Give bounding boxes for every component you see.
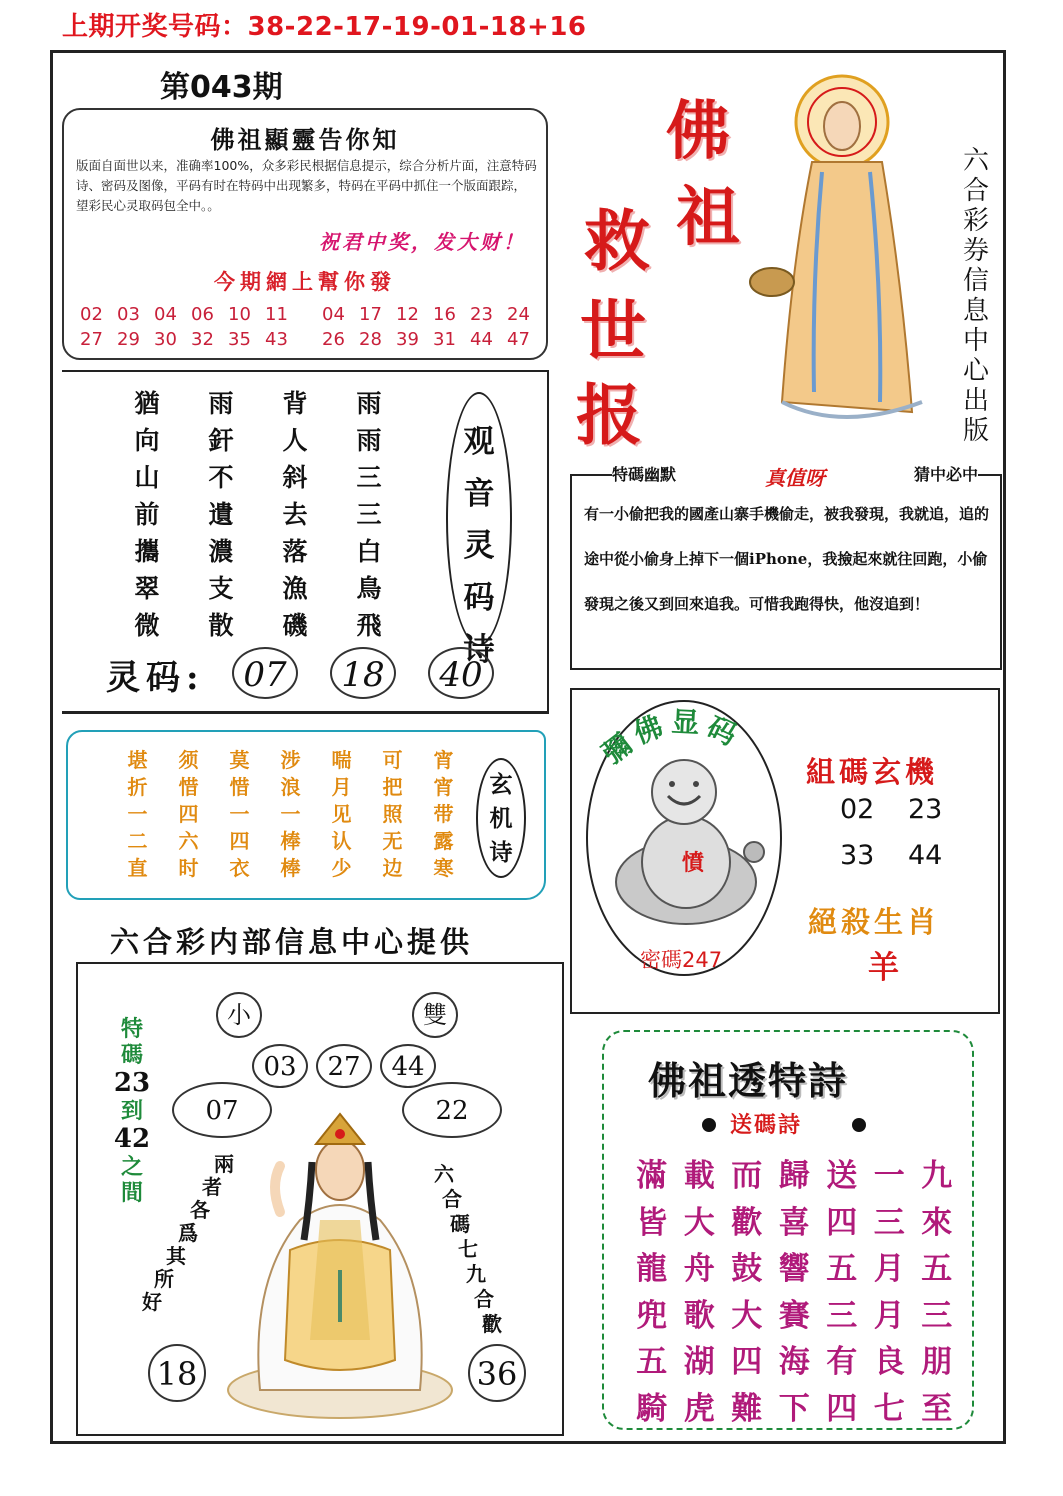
poem-char: 來 [921,1204,953,1241]
poem-char: 喜 [778,1204,810,1241]
poem-char: 騎 [636,1390,668,1427]
kill-zodiac-value: 羊 [868,950,899,986]
side-poem-char: 其 [166,1244,186,1268]
poem-char: 五 [636,1344,668,1380]
poem-char: 月 [331,775,352,799]
poem-char: 四 [229,829,250,853]
issue-number: 第043期 [160,70,283,105]
poem-char: 鼓 [731,1251,763,1287]
publisher-char: 版 [962,416,989,446]
poem-char: 賽 [778,1297,810,1334]
xuanji-poem-grid [112,744,469,879]
poem-char: 龍 [636,1251,668,1287]
poem-char: 下 [778,1390,810,1427]
poem-char: 七 [873,1390,905,1427]
side-poem-char: 合 [442,1187,462,1211]
poem-char: 一 [280,802,301,826]
poem-char: 向 [134,426,160,455]
previous-draw-numbers: 上期开奖号码：38-22-17-19-01-18+16 [62,12,587,42]
lucky-number: 16 [433,304,456,325]
poem-char: 滿 [636,1158,668,1194]
tema-char: 之 [120,1154,143,1180]
tema-char: 間 [120,1180,143,1206]
lucky-number: 39 [396,329,419,350]
group-numbers-title: 組碼玄機 [806,755,939,789]
notice-slogan: 祝君中奖，发大财！ [319,230,526,254]
xuanji-poem-label [478,768,524,870]
label-char: 观 [463,424,495,460]
masthead-char: 祖 [676,180,740,255]
poem-char: 少 [331,856,352,880]
poem-char: 攜 [134,537,160,566]
poem-char: 无 [382,829,403,853]
poem-char: 惜 [229,775,250,799]
lucky-number: 28 [359,329,382,350]
lucky-number: 44 [470,329,493,350]
poem-char: 釬 [208,426,234,455]
poem-char: 支 [208,574,234,603]
poem-char: 四 [826,1390,858,1427]
small-circle: 小 [216,992,262,1038]
poem-char: 翠 [134,574,160,603]
poem-char: 載 [683,1158,715,1194]
notice-box [62,108,548,360]
poem-char: 折 [127,775,148,799]
side-poem-char: 六 [434,1162,454,1186]
poem-char: 宵 [433,775,454,799]
poem-char: 猶 [134,389,160,418]
poem-char: 棒 [280,856,301,880]
poem-char: 大 [683,1204,715,1241]
poem-char: 时 [178,856,199,880]
tema-number: 03 [252,1044,308,1088]
lucky-number: 04 [322,304,345,325]
bullet-dot [852,1118,866,1132]
side-poem-char: 所 [154,1267,174,1291]
side-poem-char: 合 [474,1287,494,1311]
lucky-number: 17 [359,304,382,325]
label-char: 机 [489,805,513,832]
tema-char: 碼 [120,1042,143,1068]
masthead-char: 报 [576,376,642,454]
poem-char: 照 [382,802,403,826]
lucky-number: 47 [507,329,530,350]
poem-char: 白 [356,537,382,566]
poem-char: 二 [127,829,148,853]
poem-char: 涉 [280,748,301,772]
tema-number: 27 [316,1044,372,1088]
poem-char: 三 [873,1204,905,1241]
poem-char: 宵 [433,748,454,772]
poem-char: 直 [127,856,148,880]
poem-char: 海 [778,1344,810,1380]
buddha-password: 密碼247 [640,948,723,972]
side-poem-char: 歡 [482,1312,502,1336]
joke-label: 特碼幽默 [612,465,677,484]
buddha-belly-char: 憤 [682,850,705,876]
guanyin-poem-label [448,416,510,676]
lucky-number: 43 [265,329,288,350]
masthead-char: 救 [584,202,650,280]
poem-char: 山 [134,463,160,492]
poem-char: 四 [178,802,199,826]
side-poem-char: 各 [190,1198,210,1222]
lingma-number: 07 [232,647,298,699]
poem-char: 堪 [127,748,148,772]
poem-char: 鳥 [356,574,382,603]
poem-char: 人 [282,426,308,455]
lucky-number: 24 [507,304,530,325]
group-number: 02 [840,794,875,825]
poem-char: 四 [826,1204,858,1241]
masthead-char: 佛 [666,94,730,169]
tema-until: 42 [113,1124,151,1154]
group-number: 44 [908,840,943,871]
poem-char: 落 [282,537,308,566]
poem-char: 歌 [683,1297,715,1334]
fozu-poem-title: 佛祖透特詩 [648,1058,849,1103]
poem-char: 九 [921,1158,953,1194]
masthead-char: 世 [580,292,646,370]
notice-subtitle: 今期網上幫你發 [214,269,396,294]
poem-char: 见 [331,802,352,826]
label-char: 灵 [463,528,495,564]
poem-char: 至 [921,1390,953,1427]
lucky-number: 31 [433,329,456,350]
poem-char: 六 [178,829,199,853]
poem-char: 背 [282,389,308,418]
poem-char: 去 [282,500,308,529]
lingma-number: 40 [428,647,494,699]
poem-char: 莫 [229,748,250,772]
label-char: 诗 [463,632,495,668]
poem-char: 磯 [282,611,308,640]
poem-char: 難 [731,1390,763,1427]
publisher-char: 合 [962,176,989,206]
poem-char: 五 [826,1251,858,1287]
lucky-number: 02 [80,304,103,325]
poem-char: 四 [731,1344,763,1380]
joke-tag: 猜中必中 [913,465,978,484]
poem-char: 良 [873,1344,905,1380]
poem-char: 寒 [433,856,454,880]
label-char: 诗 [489,839,513,866]
poem-char: 月 [873,1251,905,1287]
poem-char: 雨 [208,389,234,418]
publisher-vertical [958,146,994,446]
provider-line: 六合彩内部信息中心提供 [110,925,474,959]
poem-char: 斜 [282,463,308,492]
poem-char: 喘 [331,748,352,772]
guanyin-figure [220,1100,460,1420]
poem-char: 朋 [921,1344,953,1380]
poem-char: 雨 [356,426,382,455]
side-poem-char: 兩 [214,1152,234,1176]
publisher-char: 六 [962,146,989,176]
poem-char: 漁 [282,574,308,603]
group-number: 33 [840,840,875,871]
publisher-char: 息 [962,296,989,326]
lucky-number: 27 [80,329,103,350]
publisher-char: 出 [962,386,989,416]
lucky-number: 03 [117,304,140,325]
publisher-char: 中 [962,326,989,356]
lingma-number: 18 [330,647,396,699]
poem-char: 可 [382,748,403,772]
lucky-number: 04 [154,304,177,325]
poem-char: 有 [826,1344,858,1380]
poem-char: 三 [356,463,382,492]
poem-char: 浪 [280,775,301,799]
poem-char: 前 [134,500,160,529]
tema-char: 特 [120,1016,143,1042]
poem-char: 三 [826,1297,858,1334]
poem-char: 虎 [683,1390,715,1427]
xuanji-poem-label-oval [476,758,526,878]
poem-char: 三 [356,500,382,529]
poem-char: 衣 [229,856,250,880]
side-poem-char: 爲 [178,1221,198,1245]
lucky-number: 06 [191,304,214,325]
svg-text:彌佛显码: 彌佛显码 [595,705,748,771]
lucky-number: 26 [322,329,345,350]
notice-body: 版面自面世以来，准确率100%，众多彩民根据信息提示，综合分析片面，注意特码诗、密码及图像，平码有时在特码中出现繁多，特码在平码中抓住一个版面跟踪，望彩民心灵取码包全中。。 [76,158,537,213]
guanyin-poem-grid [110,384,406,643]
poem-char: 湖 [683,1344,715,1380]
kill-zodiac-title: 絕殺生肖 [808,905,941,939]
side-poem-char: 者 [202,1175,222,1199]
tema-from: 23 [113,1068,151,1098]
poem-char: 一 [127,802,148,826]
laughing-buddha-figure [606,752,766,932]
lucky-number: 10 [228,304,251,325]
tema-number-oval: 22 [402,1082,502,1138]
lucky-number: 23 [470,304,493,325]
joke-title: 真值呀 [765,466,825,490]
group-numbers-grid [840,794,976,886]
lucky-number: 30 [154,329,177,350]
label-char: 音 [463,476,495,512]
poem-char: 一 [873,1158,905,1194]
joke-header [612,462,978,491]
poem-char: 歸 [778,1158,810,1194]
poem-char: 送 [826,1158,858,1194]
poem-char: 舟 [683,1251,715,1287]
tema-char: 到 [120,1098,143,1124]
poem-char: 皆 [636,1204,668,1241]
bullet-dot [702,1118,716,1132]
side-poem-char: 好 [142,1290,162,1314]
label-char: 玄 [489,771,513,798]
lucky-number: 29 [117,329,140,350]
poem-char: 惜 [178,775,199,799]
publisher-char: 券 [962,236,989,266]
poem-char: 不 [208,463,234,492]
tema-number-oval: 07 [172,1082,272,1138]
poem-char: 棒 [280,829,301,853]
poem-char: 五 [921,1251,953,1287]
joke-text: 有一小偷把我的國產山寨手機偷走，被我發現，我就追，追的途中從小偷身上掉下一個iPhone，我撿起來就往回跑，小偷發現之後又到回來追我。可惜我跑得快，他沒追到！ [584,505,990,613]
poem-char: 而 [731,1158,763,1194]
poem-char: 边 [382,856,403,880]
poem-char: 微 [134,611,160,640]
lucky-number: 11 [265,304,288,325]
numbers-right-grid [322,304,544,350]
poem-char: 濃 [208,537,234,566]
bodhisattva-figure [742,62,942,432]
poem-char: 一 [229,802,250,826]
tema-big-circle: 36 [468,1344,526,1402]
poem-char: 散 [208,611,234,640]
lucky-number: 32 [191,329,214,350]
lucky-number: 12 [396,304,419,325]
poem-char: 月 [873,1297,905,1334]
poem-char: 须 [178,748,199,772]
lingma-label: 灵码: [106,658,205,698]
label-char: 码 [463,580,495,616]
group-number: 23 [908,794,943,825]
side-poem-char: 九 [466,1262,486,1286]
lucky-number: 35 [228,329,251,350]
poem-char: 大 [731,1297,763,1334]
guanyin-poem-label-oval [446,392,512,668]
poem-char: 带 [433,802,454,826]
poem-char: 认 [331,829,352,853]
tema-big-circle: 18 [148,1344,206,1402]
publisher-char: 信 [962,266,989,296]
poem-char: 雨 [356,389,382,418]
tema-number: 44 [380,1044,436,1088]
poem-char: 露 [433,829,454,853]
poem-char: 響 [778,1251,810,1287]
poem-char: 歡 [731,1204,763,1241]
fozu-poem-label: 送碼詩 [730,1112,803,1138]
poem-char: 飛 [356,611,382,640]
poem-char: 三 [921,1297,953,1334]
double-circle: 雙 [412,992,458,1038]
numbers-left-grid [80,304,302,350]
side-poem-char: 碼 [450,1212,470,1236]
poem-char: 遺 [208,500,234,529]
side-poem-char: 七 [458,1237,478,1261]
publisher-char: 心 [962,356,989,386]
notice-title: 佛祖顯靈告你知 [210,125,400,154]
poem-char: 兜 [636,1297,668,1334]
publisher-char: 彩 [962,206,989,236]
poem-char: 把 [382,775,403,799]
fozu-poem-grid [628,1150,961,1429]
